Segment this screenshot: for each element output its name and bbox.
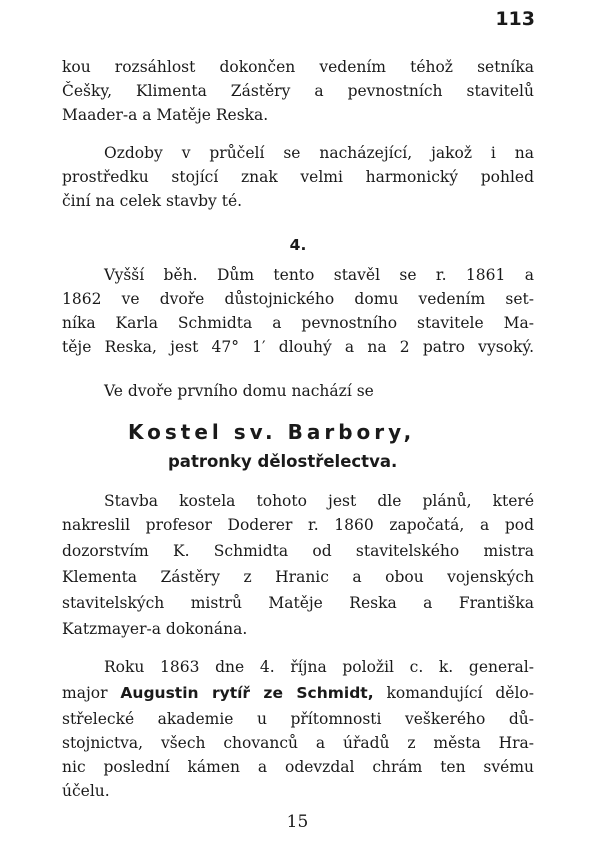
text-line: účelu. — [62, 782, 110, 800]
text-line: Ve dvoře prvního domu nachází se — [104, 382, 374, 400]
page-number: 113 — [495, 8, 535, 30]
text-line: Klementa Zástěry z Hranic a obou vojenských — [62, 568, 534, 586]
text-line: střelecké akademie u přítomnosti veškerého dů- — [62, 710, 534, 728]
text-line: činí na celek stavby té. — [62, 192, 243, 210]
text-line: 1862 ve dvoře důstojnického domu vedením set- — [62, 290, 534, 308]
text-line: dozorstvím K. Schmidta od stavitelského mistra — [62, 542, 534, 560]
text-line: kou rozsáhlost dokončen vedením téhož setníka — [62, 58, 534, 76]
text-line: Katzmayer-a dokonána. — [62, 620, 248, 638]
text-line: Češky, Klimenta Zástěry a pevnostních stavitelů — [62, 82, 534, 100]
text-line: Maader-a a Matěje Reska. — [62, 106, 269, 124]
church-heading: Kostel sv. Barbory, — [128, 420, 416, 444]
text-line: nic poslední kámen a odevzdal chrám ten svému — [62, 758, 534, 776]
text-fragment: komandující dělo- — [386, 684, 534, 702]
text-line: Ozdoby v průčelí se nacházející, jakož i na — [104, 144, 534, 162]
text-line: Roku 1863 dne 4. října položil c. k. general- — [104, 658, 534, 676]
person-name: Augustin rytíř ze Schmidt, — [120, 684, 374, 702]
text-line — [62, 684, 534, 702]
text-line: Vyšší běh. Dům tento stavěl se r. 1861 a — [104, 266, 534, 284]
section-number: 4. — [289, 236, 307, 254]
text-line: stavitelských mistrů Matěje Reska a Františka — [62, 594, 534, 612]
church-subheading: patronky dělostřelectva. — [168, 452, 398, 471]
text-line: níka Karla Schmidta a pevnostního stavitele Ma- — [62, 314, 534, 332]
text-line: nakreslil profesor Doderer r. 1860 započatá, a pod — [62, 516, 534, 534]
text-line: těje Reska, jest 47° 1′ dlouhý a na 2 patro vysoký. — [62, 338, 534, 356]
text-line: Stavba kostela tohoto jest dle plánů, které — [104, 492, 534, 510]
text-line: stojnictva, všech chovanců a úřadů z města Hra- — [62, 734, 534, 752]
text-line: prostředku stojící znak velmi harmonický pohled — [62, 168, 534, 186]
text-fragment: major — [62, 684, 108, 702]
signature-mark: 15 — [286, 812, 309, 832]
